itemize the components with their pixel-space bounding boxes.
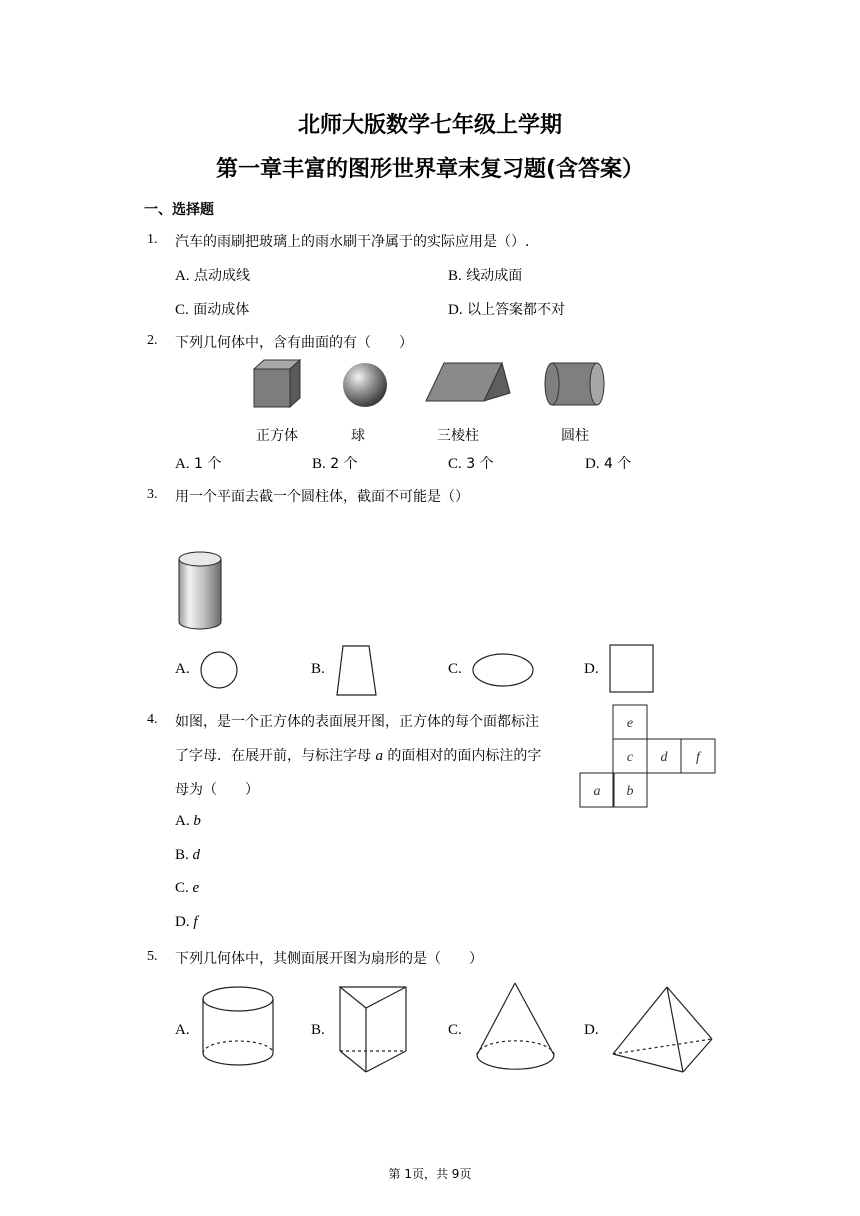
label-sphere: 球: [351, 428, 365, 444]
net-letter-b: b: [626, 784, 634, 799]
question-stem-line-2: 了字母．在展开前，与标注字母 a 的面相对的面内标注的字: [175, 748, 542, 764]
option-a: A. b: [175, 813, 201, 829]
question-number: 2.: [147, 333, 158, 348]
solids-figure: [240, 355, 620, 415]
option-d: D. 以上答案都不对: [448, 302, 566, 318]
option-d-label: D.: [584, 661, 599, 677]
triangular-prism-figure: [426, 363, 510, 401]
circle-shape: [200, 650, 240, 690]
question-stem-line-3: 母为（ ）: [175, 782, 259, 798]
triangular-prism-wireframe-figure: [336, 980, 416, 1078]
option-d: D. f: [175, 914, 198, 930]
cube-net-figure: [580, 704, 720, 810]
option-c-label: C.: [448, 661, 462, 677]
question-stem: 下列几何体中，含有曲面的有（ ）: [175, 335, 413, 351]
label-prism: 三棱柱: [437, 428, 479, 444]
option-a-label: A.: [175, 1022, 190, 1038]
option-d: D. 4 个: [585, 456, 632, 472]
net-letter-f: f: [696, 750, 700, 765]
question-stem: 汽车的雨刷把玻璃上的雨水刷干净属于的实际应用是（）.: [175, 234, 530, 250]
question-number: 1.: [147, 232, 158, 247]
question-number: 4.: [147, 712, 158, 727]
option-a-label: A.: [175, 661, 190, 677]
option-c-label: C.: [448, 1022, 462, 1038]
cylinder-wireframe-figure: [200, 984, 280, 1074]
triangular-pyramid-wireframe-figure: [610, 982, 718, 1078]
question-stem-line-1: 如图，是一个正方体的表面展开图，正方体的每个面都标注: [175, 714, 539, 730]
option-b-label: B.: [311, 1022, 325, 1038]
option-c: C. 3 个: [448, 456, 494, 472]
option-a: A. 1 个: [175, 456, 222, 472]
label-cylinder: 圆柱: [561, 428, 589, 444]
option-b: B. d: [175, 847, 201, 863]
cylinder-3d-figure: [176, 546, 226, 636]
net-letter-d: d: [660, 750, 668, 765]
option-b: B. 2 个: [312, 456, 358, 472]
page-footer: 第 1页，共 9页: [388, 1167, 472, 1181]
ellipse-shape: [472, 652, 536, 688]
net-letter-e: e: [626, 716, 634, 731]
question-stem: 用一个平面去截一个圆柱体，截面不可能是（）: [175, 489, 469, 505]
document-title: 北师大版数学七年级上学期: [297, 113, 562, 138]
question-stem: 下列几何体中，其侧面展开图为扇形的是（ ）: [175, 951, 483, 967]
rectangle-shape: [609, 644, 655, 694]
cube-figure: [254, 360, 300, 407]
option-a: A. 点动成线: [175, 268, 251, 284]
option-c: C. 面动成体: [175, 302, 250, 318]
option-d-label: D.: [584, 1022, 599, 1038]
document-subtitle: 第一章丰富的图形世界章末复习题(含答案）: [215, 157, 645, 182]
question-number: 3.: [147, 487, 158, 502]
label-cube: 正方体: [256, 428, 298, 444]
net-letter-a: a: [593, 784, 601, 799]
option-b-label: B.: [311, 661, 325, 677]
cylinder-figure: [545, 363, 604, 405]
option-b: B. 线动成面: [448, 268, 523, 284]
option-c: C. e: [175, 880, 200, 896]
net-letter-c: c: [626, 750, 634, 765]
question-number: 5.: [147, 949, 158, 964]
cone-wireframe-figure: [474, 980, 560, 1076]
sphere-figure: [343, 363, 387, 407]
section-heading: 一、选择题: [144, 202, 214, 218]
trapezoid-shape: [336, 644, 378, 698]
